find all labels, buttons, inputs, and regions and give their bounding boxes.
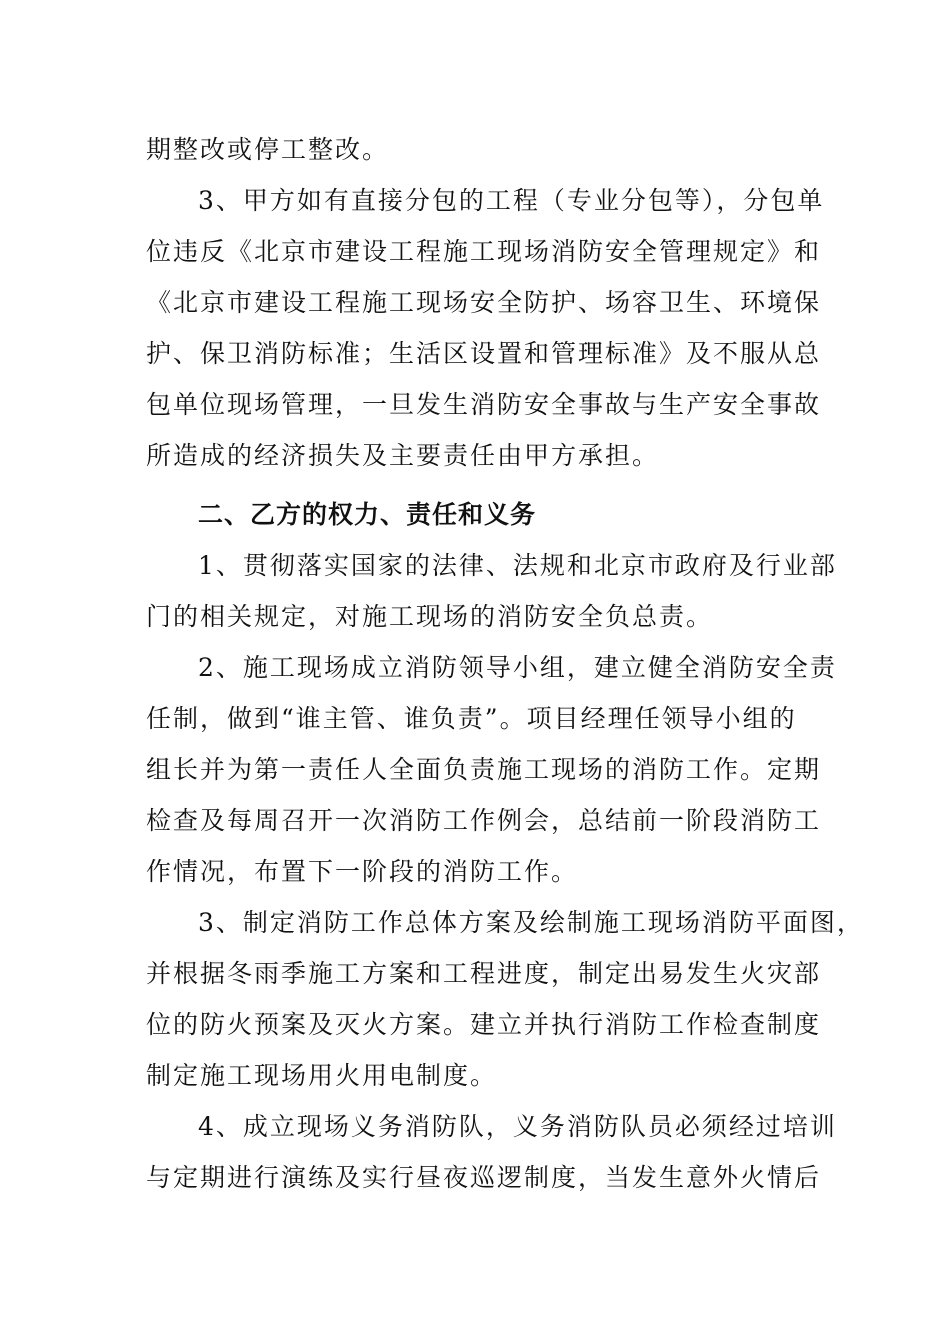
paragraph-line: 护、保卫消防标准；生活区设置和管理标准》及不服从总 [146, 339, 822, 368]
paragraph-line: 检查及每周召开一次消防工作例会，总结前一阶段消防工 [146, 806, 822, 835]
paragraph-line: 位的防火预案及灭火方案。建立并执行消防工作检查制度 [146, 1010, 822, 1039]
section-gap [146, 481, 806, 489]
section-heading: 二、乙方的权力、责任和义务 [198, 500, 537, 529]
paragraph-line: 作情况，布置下一阶段的消防工作。 [146, 857, 579, 886]
paragraph-line: 2、施工现场成立消防领导小组，建立健全消防安全责 [198, 653, 837, 682]
paragraph-line: 3、甲方如有直接分包的工程（专业分包等），分包单 [198, 186, 825, 215]
paragraph-line: 任制，做到“谁主管、谁负责”。项目经理任领导小组的 [146, 704, 797, 733]
paragraph-line: 所造成的经济损失及主要责任由甲方承担。 [146, 441, 660, 470]
paragraph-line: 并根据冬雨季施工方案和工程进度，制定出易发生火灾部 [146, 959, 822, 988]
paragraph-line: 《北京市建设工程施工现场安全防护、场容卫生、环境保 [146, 288, 822, 317]
paragraph-line: 4、成立现场义务消防队，义务消防队员必须经过培训 [198, 1112, 837, 1141]
paragraph-line: 包单位现场管理，一旦发生消防安全事故与生产安全事故 [146, 390, 822, 419]
paragraph-line: 1、贯彻落实国家的法律、法规和北京市政府及行业部 [198, 551, 837, 580]
paragraph-line: 3、制定消防工作总体方案及绘制施工现场消防平面图， [198, 908, 864, 937]
paragraph-line: 制定施工现场用火用电制度。 [146, 1061, 498, 1090]
document-body [146, 124, 864, 1203]
paragraph-line: 组长并为第一责任人全面负责施工现场的消防工作。定期 [146, 755, 822, 784]
paragraph-line: 期整改或停工整改。 [146, 135, 390, 164]
paragraph-line: 位违反《北京市建设工程施工现场消防安全管理规定》和 [146, 237, 822, 266]
paragraph-line: 门的相关规定，对施工现场的消防安全负总责。 [146, 602, 714, 631]
paragraph-line: 与定期进行演练及实行昼夜巡逻制度，当发生意外火情后 [146, 1163, 822, 1192]
